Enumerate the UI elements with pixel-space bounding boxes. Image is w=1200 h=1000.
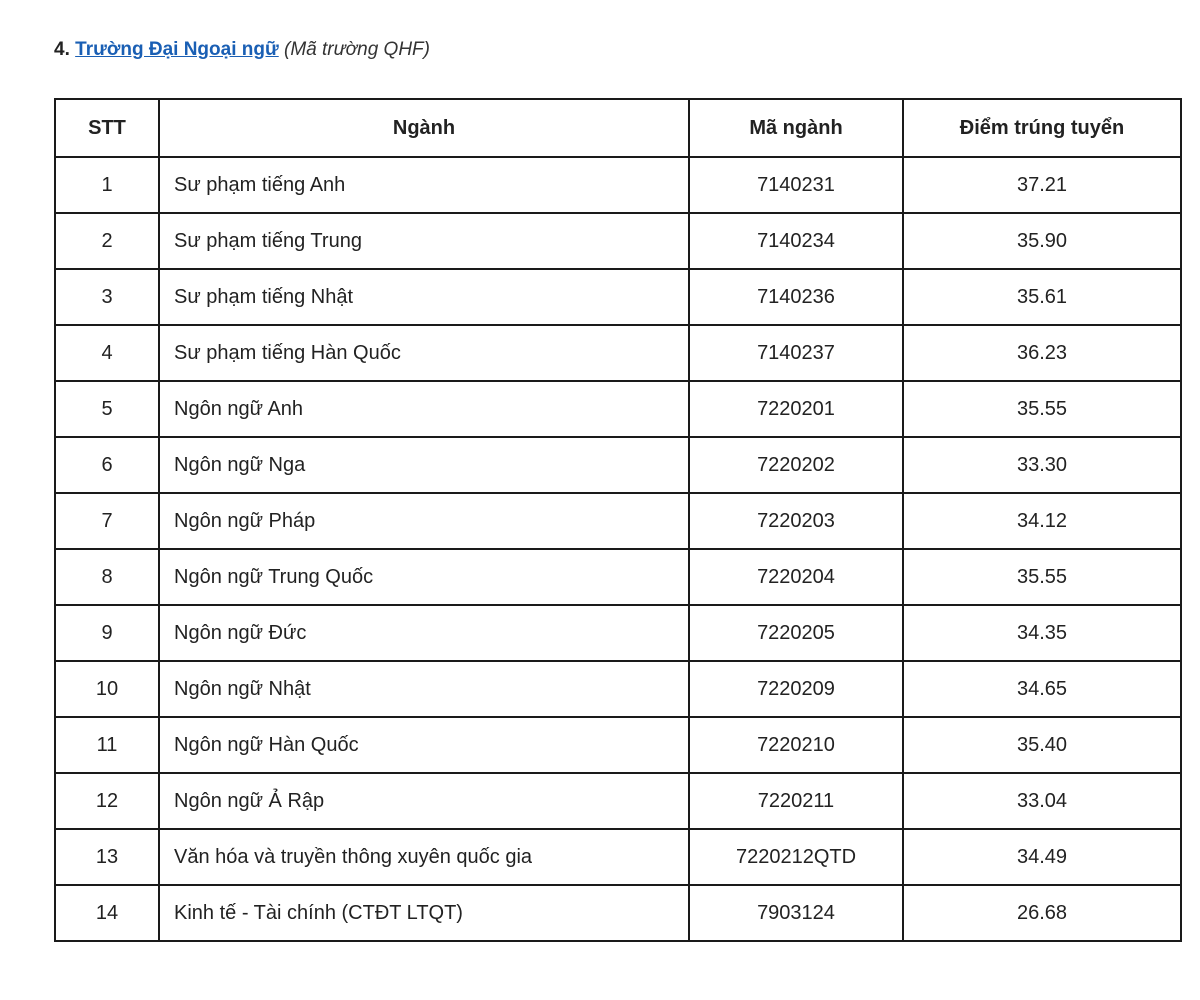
cell-code: 7140231 [689, 157, 903, 213]
cell-code: 7220205 [689, 605, 903, 661]
cell-score: 33.30 [903, 437, 1181, 493]
cell-major: Ngôn ngữ Đức [159, 605, 689, 661]
column-header-stt: STT [55, 99, 159, 157]
cell-score: 36.23 [903, 325, 1181, 381]
cell-stt: 4 [55, 325, 159, 381]
cell-score: 35.40 [903, 717, 1181, 773]
table-row [55, 157, 1181, 213]
cell-stt: 11 [55, 717, 159, 773]
table-row [55, 661, 1181, 717]
cell-code: 7140236 [689, 269, 903, 325]
cell-code: 7220203 [689, 493, 903, 549]
cell-major: Ngôn ngữ Ả Rập [159, 773, 689, 829]
cell-major: Ngôn ngữ Nhật [159, 661, 689, 717]
cell-major: Ngôn ngữ Anh [159, 381, 689, 437]
cell-score: 33.04 [903, 773, 1181, 829]
cell-major: Ngôn ngữ Pháp [159, 493, 689, 549]
column-header-code: Mã ngành [689, 99, 903, 157]
section-number: 4. [54, 39, 70, 60]
section-heading [54, 36, 430, 64]
cell-stt: 13 [55, 829, 159, 885]
cell-code: 7220202 [689, 437, 903, 493]
cell-score: 34.12 [903, 493, 1181, 549]
cell-stt: 10 [55, 661, 159, 717]
cell-stt: 12 [55, 773, 159, 829]
column-header-score: Điểm trúng tuyển [903, 99, 1181, 157]
cell-stt: 3 [55, 269, 159, 325]
cell-score: 34.65 [903, 661, 1181, 717]
header-row [55, 99, 1181, 157]
cell-code: 7220204 [689, 549, 903, 605]
cell-code: 7220201 [689, 381, 903, 437]
cell-major: Văn hóa và truyền thông xuyên quốc gia [159, 829, 689, 885]
cell-major: Sư phạm tiếng Anh [159, 157, 689, 213]
cell-code: 7220210 [689, 717, 903, 773]
table-row [55, 605, 1181, 661]
cell-major: Sư phạm tiếng Hàn Quốc [159, 325, 689, 381]
cell-code: 7140234 [689, 213, 903, 269]
table-row [55, 493, 1181, 549]
table-body [55, 157, 1181, 941]
table-row [55, 269, 1181, 325]
table-row [55, 717, 1181, 773]
cell-score: 26.68 [903, 885, 1181, 941]
table-row [55, 381, 1181, 437]
cell-score: 37.21 [903, 157, 1181, 213]
cell-score: 35.61 [903, 269, 1181, 325]
cell-stt: 2 [55, 213, 159, 269]
cell-major: Kinh tế - Tài chính (CTĐT LTQT) [159, 885, 689, 941]
university-code-note: (Mã trường QHF) [284, 39, 430, 60]
cell-code: 7903124 [689, 885, 903, 941]
table-row [55, 325, 1181, 381]
table-row [55, 549, 1181, 605]
cell-code: 7220209 [689, 661, 903, 717]
cell-score: 35.55 [903, 549, 1181, 605]
cell-score: 35.90 [903, 213, 1181, 269]
table-row [55, 213, 1181, 269]
cell-code: 7140237 [689, 325, 903, 381]
cell-score: 34.49 [903, 829, 1181, 885]
admission-scores-table [54, 98, 1182, 942]
cell-code: 7220212QTD [689, 829, 903, 885]
cell-stt: 7 [55, 493, 159, 549]
cell-stt: 6 [55, 437, 159, 493]
table-row [55, 437, 1181, 493]
cell-stt: 9 [55, 605, 159, 661]
cell-major: Ngôn ngữ Hàn Quốc [159, 717, 689, 773]
cell-code: 7220211 [689, 773, 903, 829]
cell-stt: 1 [55, 157, 159, 213]
table-row [55, 885, 1181, 941]
table-header [55, 99, 1181, 157]
cell-score: 35.55 [903, 381, 1181, 437]
cell-stt: 8 [55, 549, 159, 605]
column-header-major: Ngành [159, 99, 689, 157]
cell-major: Ngôn ngữ Nga [159, 437, 689, 493]
cell-major: Sư phạm tiếng Trung [159, 213, 689, 269]
cell-stt: 14 [55, 885, 159, 941]
cell-stt: 5 [55, 381, 159, 437]
table-row [55, 829, 1181, 885]
cell-major: Sư phạm tiếng Nhật [159, 269, 689, 325]
table-row [55, 773, 1181, 829]
cell-major: Ngôn ngữ Trung Quốc [159, 549, 689, 605]
university-link[interactable]: Trường Đại Ngoại ngữ [75, 39, 279, 60]
cell-score: 34.35 [903, 605, 1181, 661]
